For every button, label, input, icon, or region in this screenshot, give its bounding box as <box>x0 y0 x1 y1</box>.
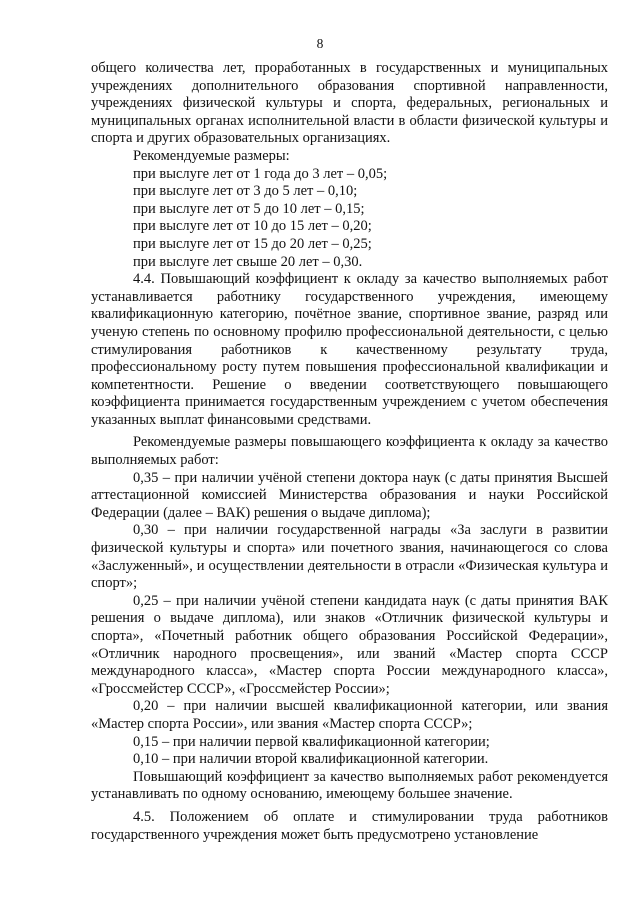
seniority-item: при выслуге лет от 10 до 15 лет – 0,20; <box>133 218 372 235</box>
seniority-item: при выслуге лет от 5 до 10 лет – 0,15; <box>133 200 365 217</box>
paragraph-continuation: общего количества лет, проработанных в государственных и муниципальных учреждениях дополнительного образования спортивной направленности, учреждениях физической культуры и спорта, федеральных, региональных и муниципальных органах исполнительной власти в области физической культуры и спорта и других образовательных организациях. <box>91 60 608 147</box>
coefficient-item: 0,35 – при наличии учёной степени доктора наук (с даты принятия Высшей аттестационной комиссией Министерства образования и науки Российской Федерации (далее – ВАК) решения о выдаче диплома); <box>91 469 608 521</box>
seniority-item: при выслуге лет от 1 года до 3 лет – 0,05; <box>133 165 388 182</box>
seniority-item: при выслуге лет свыше 20 лет – 0,30. <box>133 253 363 270</box>
seniority-item: при выслуге лет от 15 до 20 лет – 0,25; <box>133 235 372 252</box>
coefficient-sizes-heading: Рекомендуемые размеры повышающего коэффициента к окладу за качество выполняемых работ: <box>91 434 608 469</box>
clause-4-4: 4.4. Повышающий коэффициент к окладу за качество выполняемых работ устанавливается работнику государственного учреждения, имеющему квалификационную категорию, почётное звание, спортивное звание, разряд или ученую степень по основному профилю профессиональной деятельности, с целью стимулирования работников к качественному результату труда, профессиональному росту путем повышения профессиональной квалификации и компетентности. Решение о введении соответствующего повышающего коэффициента принимается государственным учреждением с учетом обеспечения указанных выплат финансовыми средствами. <box>91 271 608 428</box>
clause-4-5: 4.5. Положением об оплате и стимулировании труда работников государственного учреждения может быть предусмотрено установление <box>91 808 608 843</box>
coefficient-item: 0,10 – при наличии второй квалификационной категории. <box>133 751 489 768</box>
coefficient-item: 0,25 – при наличии учёной степени кандидата наук (с даты принятия ВАК решения о выдаче диплома), или знаков «Отличник физической культуры и спорта», «Почетный работник общего образования Российской Федерации», «Отличник народного просвещения», или званий «Мастер спорта СССР международного класса», «Мастер спорта России международного класса», «Гроссмейстер СССР», «Гроссмейстер России»; <box>91 592 608 697</box>
coefficient-note: Повышающий коэффициент за качество выполняемых работ рекомендуется устанавливать по одному основанию, имеющему большее значение. <box>91 768 608 803</box>
coefficient-item: 0,20 – при наличии высшей квалификационной категории, или звания «Мастер спорта России», или звания «Мастер спорта СССР»; <box>91 698 608 732</box>
coefficient-item: 0,30 – при наличии государственной награды «За заслуги в развитии физической культуры и спорта» или почетного звания, начинающегося со слова «Заслуженный», и осуществлении деятельности в отрасли «Физическая культура и спорт»; <box>91 522 608 592</box>
coefficient-item: 0,15 – при наличии первой квалификационной категории; <box>133 733 490 750</box>
page-number: 8 <box>316 36 324 51</box>
recommended-sizes-heading: Рекомендуемые размеры: <box>133 147 290 164</box>
document-body <box>91 60 608 844</box>
seniority-item: при выслуге лет от 3 до 5 лет – 0,10; <box>133 183 358 200</box>
